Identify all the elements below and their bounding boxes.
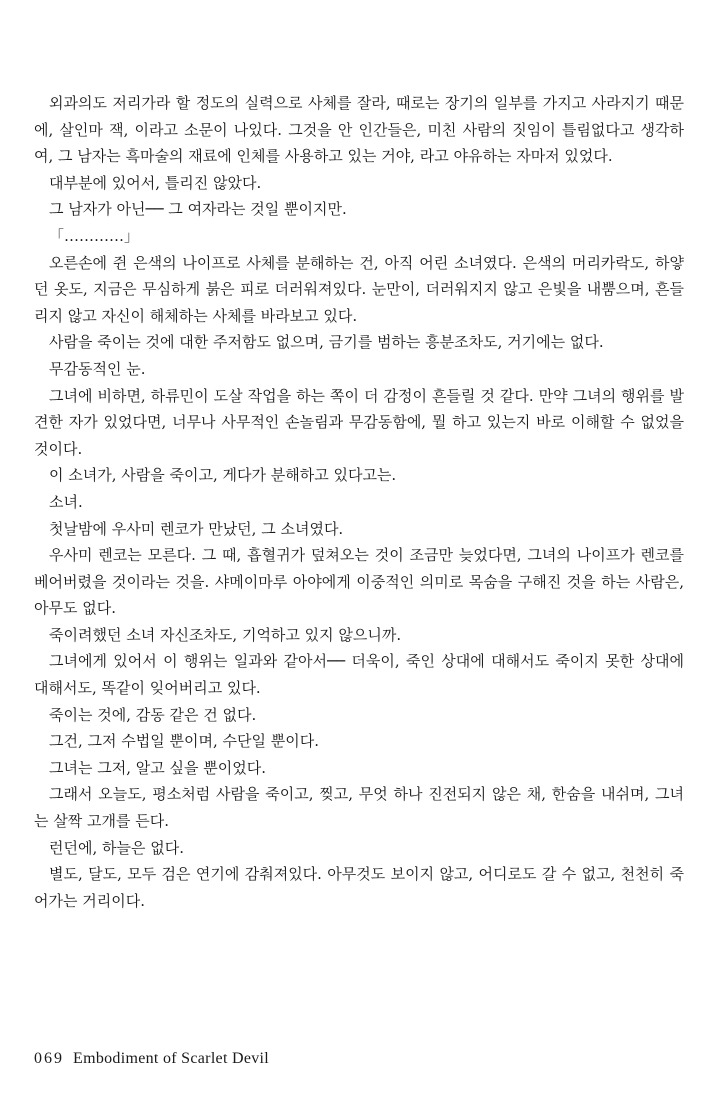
paragraph: 그건, 그저 수법일 뿐이며, 수단일 뿐이다.	[49, 732, 319, 751]
paragraph: 무감동적인 눈.	[49, 359, 146, 378]
paragraph: 「…………」	[49, 226, 140, 245]
paragraph: 죽이려했던 소녀 자신조차도, 기억하고 있지 않으니까.	[49, 625, 402, 644]
paragraph: 그녀에 비하면, 하류민이 도살 작업을 하는 쪽이 더 감정이 흔들릴 것 같다. 만약 그녀의 행위를 발견한 자가 있었다면, 너무나 사무적인 손놀림과 무감동함에, 뭘 하고 있는지 바로 이해할 수 없었을 것이다.	[34, 386, 684, 458]
paragraph: 그녀는 그저, 알고 싶을 뿐이었다.	[49, 758, 266, 777]
page-footer	[34, 1050, 269, 1068]
paragraph: 외과의도 저리가라 할 정도의 실력으로 사체를 잘라, 때로는 장기의 일부를 가지고 사라지기 때문에, 살인마 잭, 이라고 소문이 나있다. 그것을 안 인간들은, 미친 사람의 짓임이 틀림없다고 생각하여, 그 남자는 흑마술의 재료에 인체를 사용하고 있는 거야, 라고 야유하는 자마저 있었다.	[34, 94, 684, 166]
paragraph: 오른손에 쥔 은색의 나이프로 사체를 분해하는 건, 아직 어린 소녀였다. 은색의 머리카락도, 하얗던 옷도, 지금은 무심하게 붉은 피로 더러워져있다. 눈만이, 더러워지지 않고 은빛을 내뿜으며, 흔들리지 않고 자신이 해체하는 사체를 바라보고 있다.	[34, 253, 684, 325]
paragraph: 런던에, 하늘은 없다.	[49, 838, 184, 857]
paragraph: 죽이는 것에, 감동 같은 건 없다.	[49, 705, 257, 724]
page-number: 069	[34, 1050, 64, 1067]
paragraph: 별도, 달도, 모두 검은 연기에 감춰져있다. 아무것도 보이지 않고, 어디로도 갈 수 없고, 천천히 죽어가는 거리이다.	[34, 865, 684, 910]
book-title: Embodiment of Scarlet Devil	[73, 1050, 270, 1067]
paragraph: 소녀.	[49, 492, 83, 511]
paragraph: 사람을 죽이는 것에 대한 주저함도 없으며, 금기를 범하는 흥분조차도, 거기에는 없다.	[49, 333, 604, 352]
paragraph: 그녀에게 있어서 이 행위는 일과와 같아서── 더욱이, 죽인 상대에 대해서도 죽이지 못한 상대에 대해서도, 똑같이 잊어버리고 있다.	[34, 652, 684, 698]
paragraph: 대부분에 있어서, 틀리진 않았다.	[49, 173, 262, 192]
paragraph: 첫날밤에 우사미 렌코가 만났던, 그 소녀였다.	[49, 519, 344, 538]
paragraph: 우사미 렌코는 모른다. 그 때, 흡혈귀가 덮쳐오는 것이 조금만 늦었다면, 그녀의 나이프가 렌코를 베어버렸을 것이라는 것을. 샤메이마루 아야에게 이중적인 의미로 목숨을 구해진 것을 하는 사람은, 아무도 없다.	[34, 546, 684, 618]
paragraph: 이 소녀가, 사람을 죽이고, 게다가 분해하고 있다고는.	[49, 466, 397, 485]
paragraph: 그래서 오늘도, 평소처럼 사람을 죽이고, 찢고, 무엇 하나 진전되지 않은 채, 한숨을 내쉬며, 그녀는 살짝 고개를 든다.	[34, 785, 684, 831]
paragraph: 그 남자가 아닌── 그 여자라는 것일 뿐이지만.	[49, 200, 347, 219]
body-text	[34, 90, 684, 914]
